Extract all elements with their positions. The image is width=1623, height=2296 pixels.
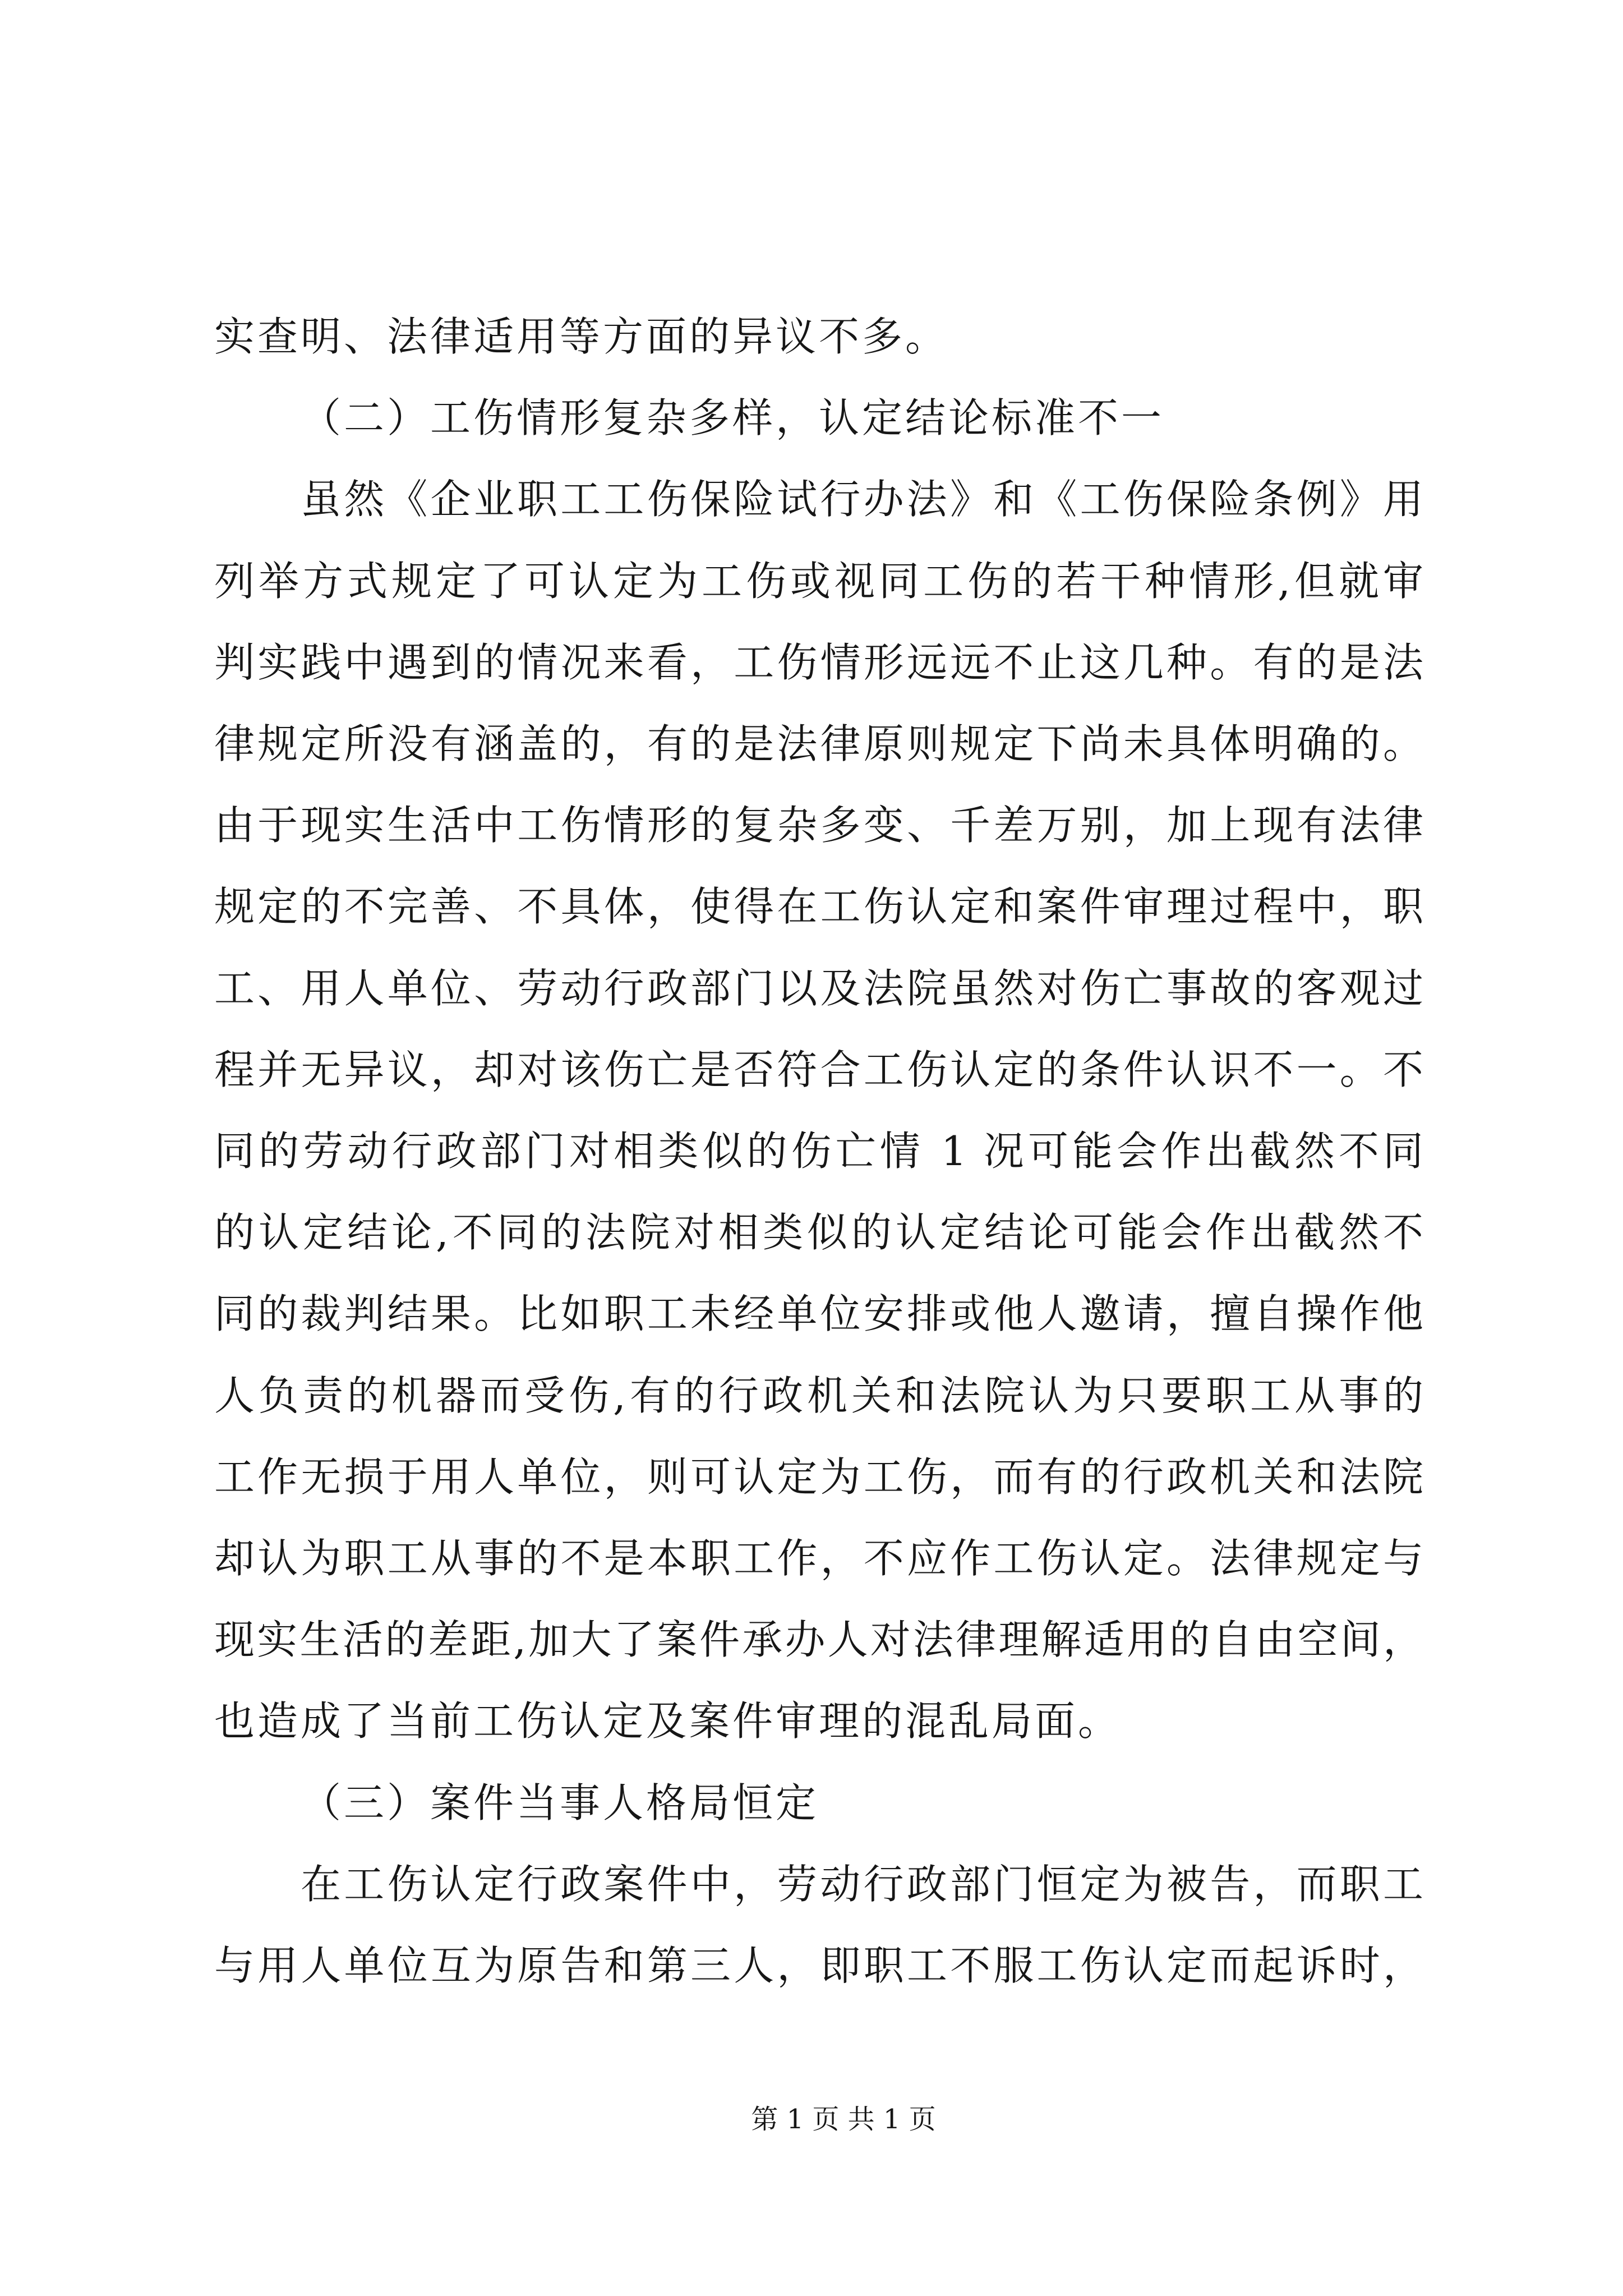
paragraph-first-line: 虽然《企业职工工伤保险试行办法》和《工伤保险条例》用 [301, 476, 1423, 523]
body-text-line: 判实践中遇到的情况来看，工伤情形远远不止这几种。有的是法 [214, 639, 1423, 686]
body-text-line: 程并无异议，却对该伤亡是否符合工伤认定的条件认识不一。不 [214, 1046, 1423, 1093]
body-text-line: 工作无损于用人单位，则可认定为工伤，而有的行政机关和法院 [214, 1453, 1423, 1501]
body-text-line: 列举方式规定了可认定为工伤或视同工伤的若干种情形,但就审 [214, 558, 1423, 605]
body-text-line: 现实生活的差距,加大了案件承办人对法律理解适用的自由空间， [214, 1616, 1423, 1663]
body-text-line: 的认定结论,不同的法院对相类似的认定结论可能会作出截然不 [214, 1209, 1423, 1256]
paragraph-first-line: 在工伤认定行政案件中，劳动行政部门恒定为被告，而职工 [301, 1861, 1423, 1908]
body-text-line: 同的裁判结果。比如职工未经单位安排或他人邀请，擅自操作他 [214, 1290, 1423, 1337]
body-text-line: 实查明、法律适用等方面的异议不多。 [214, 313, 949, 360]
body-text-line: 工、用人单位、劳动行政部门以及法院虽然对伤亡事故的客观过 [214, 965, 1423, 1012]
body-text-line: 规定的不完善、不具体，使得在工伤认定和案件审理过程中，职 [214, 883, 1423, 930]
page-footer: 第 1 页 共 1 页 [751, 2104, 936, 2135]
body-text-line: 人负责的机器而受伤,有的行政机关和法院认为只要职工从事的 [214, 1372, 1423, 1419]
section-heading: （三）案件当事人格局恒定 [301, 1779, 819, 1826]
body-text-line: 律规定所没有涵盖的，有的是法律原则规定下尚未具体明确的。 [214, 720, 1423, 767]
body-text-line: 却认为职工从事的不是本职工作，不应作工伤认定。法律规定与 [214, 1535, 1423, 1582]
body-text-line: 同的劳动行政部门对相类似的伤亡情 1 况可能会作出截然不同 [214, 1128, 1423, 1175]
body-text-line: 由于现实生活中工伤情形的复杂多变、千差万别，加上现有法律 [214, 802, 1423, 849]
body-text-line: 也造成了当前工伤认定及案件审理的混乱局面。 [214, 1697, 1122, 1745]
body-text-line: 与用人单位互为原告和第三人，即职工不服工伤认定而起诉时， [214, 1942, 1423, 1989]
section-heading: （二）工伤情形复杂多样，认定结论标准不一 [301, 394, 1165, 441]
